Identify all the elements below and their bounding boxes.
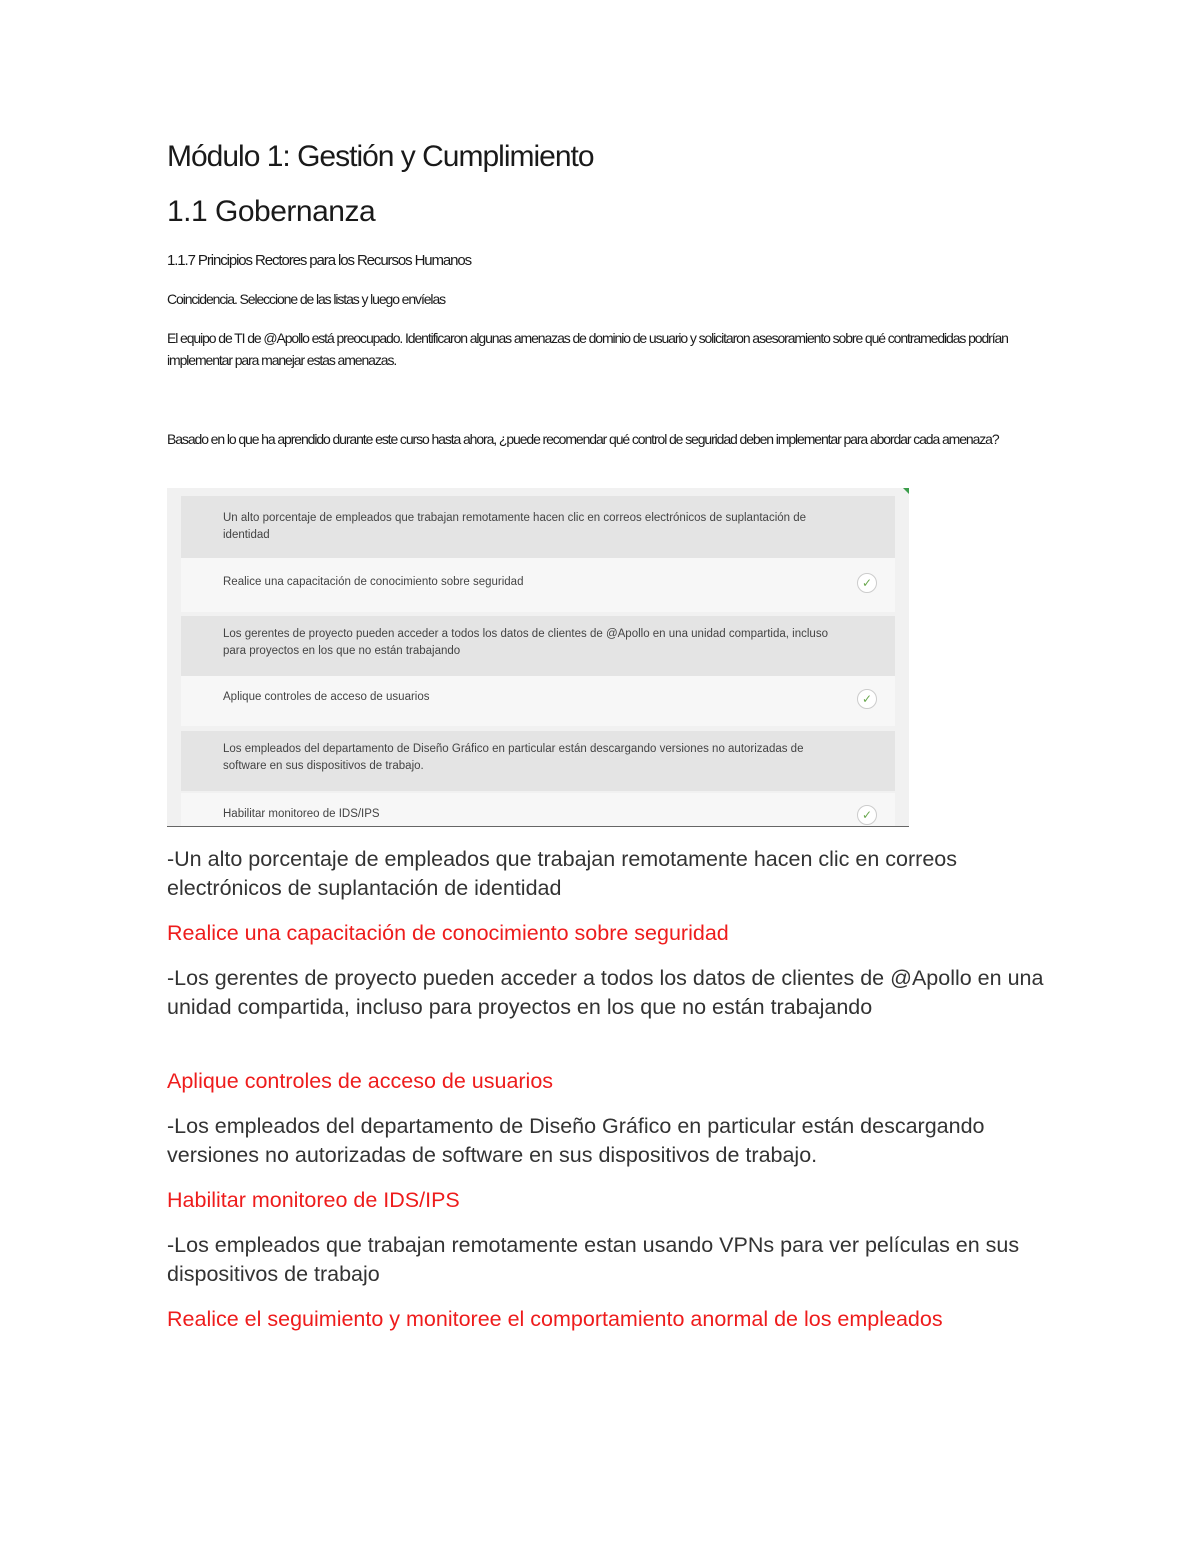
check-icon: ✓ [857,805,877,825]
embedded-screenshot [167,488,909,827]
threat-item: -Un alto porcentaje de empleados que trabajan remotamente hacen clic en correos electrónicos de suplantación de identidad [167,847,957,900]
module-title: Módulo 1: Gestión y Cumplimiento [167,140,594,173]
check-icon: ✓ [857,573,877,593]
threat-item: -Los empleados del departamento de Diseño Gráfico en particular están descargando versiones no autorizadas de software en sus dispositivos de trabajo. [167,1114,985,1167]
question-paragraph: Basado en lo que ha aprendido durante este curso hasta ahora, ¿puede recomendar qué control de seguridad deben implementar para abordar cada amenaza? [167,431,999,447]
check-icon: ✓ [857,689,877,709]
screenshot-threat-row [181,496,895,558]
instruction-text: Coincidencia. Seleccione de las listas y luego envíelas [167,291,446,307]
screenshot-threat-text: Los empleados del departamento de Diseño Gráfico en particular están descargando versiones no autorizadas de software en sus dispositivos de trabajo. [223,743,804,772]
answer-item: Habilitar monitoreo de IDS/IPS [167,1188,460,1212]
screenshot-answer-text: Realice una capacitación de conocimiento sobre seguridad [223,576,524,588]
screenshot-answer-text: Aplique controles de acceso de usuarios [223,691,430,703]
corner-marker-icon [903,488,909,494]
answer-item: Aplique controles de acceso de usuarios [167,1069,554,1093]
subsection-title: 1.1.7 Principios Rectores para los Recursos Humanos [167,252,472,269]
screenshot-threat-row [181,616,895,676]
screenshot-threat-text: Los gerentes de proyecto pueden acceder a todos los datos de clientes de @Apollo en una unidad compartida, incluso para proyectos en los que no están trabajando [223,628,828,657]
intro-paragraph: El equipo de TI de @Apollo está preocupado. Identificaron algunas amenazas de dominio de usuario y solicitaron asesoramiento sobre qué contramedidas podrían implementar para manejar estas amenazas. [167,330,1008,368]
answer-item: Realice una capacitación de conocimiento sobre seguridad [167,921,729,945]
screenshot-answer-text: Habilitar monitoreo de IDS/IPS [223,808,380,820]
screenshot-answer-row [181,676,895,726]
threat-item: -Los empleados que trabajan remotamente estan usando VPNs para ver películas en sus dispositivos de trabajo [167,1233,1020,1286]
section-title: 1.1 Gobernanza [167,195,376,228]
answer-item: Realice el seguimiento y monitoree el comportamiento anormal de los empleados [167,1307,943,1331]
threat-item: -Los gerentes de proyecto pueden acceder a todos los datos de clientes de @Apollo en una unidad compartida, incluso para proyectos en los que no están trabajando [167,966,1044,1019]
screenshot-answer-row [181,558,895,612]
screenshot-threat-text: Un alto porcentaje de empleados que trabajan remotamente hacen clic en correos electrónicos de suplantación de identidad [223,512,807,541]
screenshot-answer-row [181,793,895,827]
screenshot-threat-row [181,731,895,791]
